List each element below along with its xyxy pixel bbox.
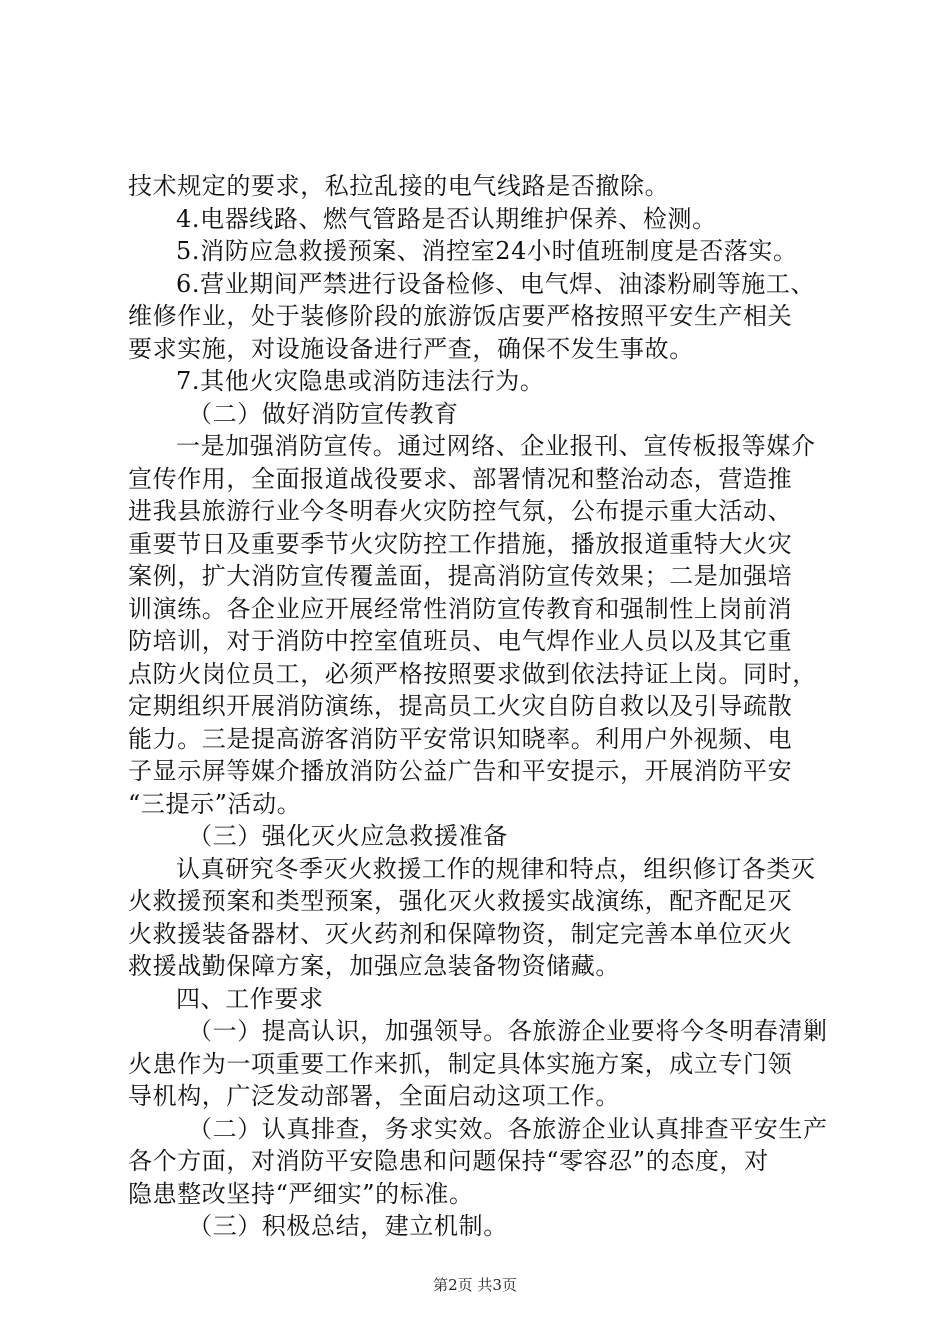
text-line: （二）认真排查，务求实效。各旅游企业认真排查平安生产	[188, 1114, 828, 1143]
text-line: （三）积极总结，建立机制。	[188, 1212, 508, 1240]
text-line: 救援战勤保障方案，加强应急装备物资储藏。	[128, 952, 620, 980]
section-heading: （三）强化灭火应急救援准备	[188, 822, 508, 850]
text-line: 定期组织开展消防演练，提高员工火灾自防自救以及引导疏散	[128, 692, 793, 720]
text-line: 能力。三是提高游客消防平安常识知晓率。利用户外视频、电	[128, 724, 793, 753]
text-line: 技术规定的要求，私拉乱接的电气线路是否撤除。	[128, 172, 670, 200]
text-line: 火患作为一项重要工作来抓，制定具体实施方案，成立专门领	[128, 1049, 793, 1078]
text-line: 要求实施，对设施设备进行严查，确保不发生事故。	[128, 334, 694, 363]
text-line: 认真研究冬季灭火救援工作的规律和特点，组织修订各类灭	[176, 854, 816, 883]
text-line: 一是加强消防宣传。通过网络、企业报刊、宣传板报等媒介	[176, 432, 816, 460]
text-line: 各个方面，对消防平安隐患和问题保持“零容忍”的态度，对	[128, 1147, 769, 1175]
text-line: 6.营业期间严禁进行设备检修、电气焊、油漆粉刷等施工、	[176, 269, 816, 298]
text-line: 宣传作用，全面报道战役要求、部署情况和整治动态，营造推	[128, 464, 793, 493]
text-line: 火救援装备器材、灭火药剂和保障物资，制定完善本单位灭火	[128, 919, 793, 948]
section-heading: 四、工作要求	[176, 984, 324, 1013]
text-line: 火救援预案和类型预案，强化灭火救援实战演练，配齐配足灭	[128, 887, 793, 915]
section-heading: （二）做好消防宣传教育	[188, 399, 459, 428]
text-line: 案例，扩大消防宣传覆盖面，提高消防宣传效果；二是加强培	[128, 562, 793, 590]
text-line: 维修作业，处于装修阶段的旅游饭店要严格按照平安生产相关	[128, 302, 793, 330]
text-line: 进我县旅游行业今冬明春火灾防控气氛，公布提示重大活动、	[128, 497, 793, 525]
text-line: 隐患整改坚持“严细实”的标准。	[128, 1179, 474, 1208]
text-line: 训演练。各企业应开展经常性消防宣传教育和强制性上岗前消	[128, 594, 793, 623]
text-line: 防培训，对于消防中控室值班员、电气焊作业人员以及其它重	[128, 627, 793, 655]
text-line: 导机构，广泛发动部署，全面启动这项工作。	[128, 1082, 620, 1110]
page-number-footer: 第2页 共3页	[433, 1276, 517, 1294]
text-line: 子显示屏等媒介播放消防公益广告和平安提示，开展消防平安	[128, 757, 793, 785]
text-line: 重要节日及重要季节火灾防控工作措施，播放报道重特大火灾	[128, 529, 793, 558]
text-line: 7.其他火灾隐患或消防违法行为。	[176, 367, 545, 395]
text-line: “三提示”活动。	[128, 789, 302, 818]
text-line: 4.电器线路、燃气管路是否认期维护保养、检测。	[176, 204, 717, 233]
text-line: 5.消防应急救援预案、消控室24小时值班制度是否落实。	[176, 237, 798, 265]
text-line: 点防火岗位员工，必须严格按照要求做到依法持证上岗。同时，	[128, 659, 817, 688]
document-body	[128, 170, 828, 1243]
text-line: （一）提高认识，加强领导。各旅游企业要将今冬明春清剿	[188, 1017, 828, 1045]
